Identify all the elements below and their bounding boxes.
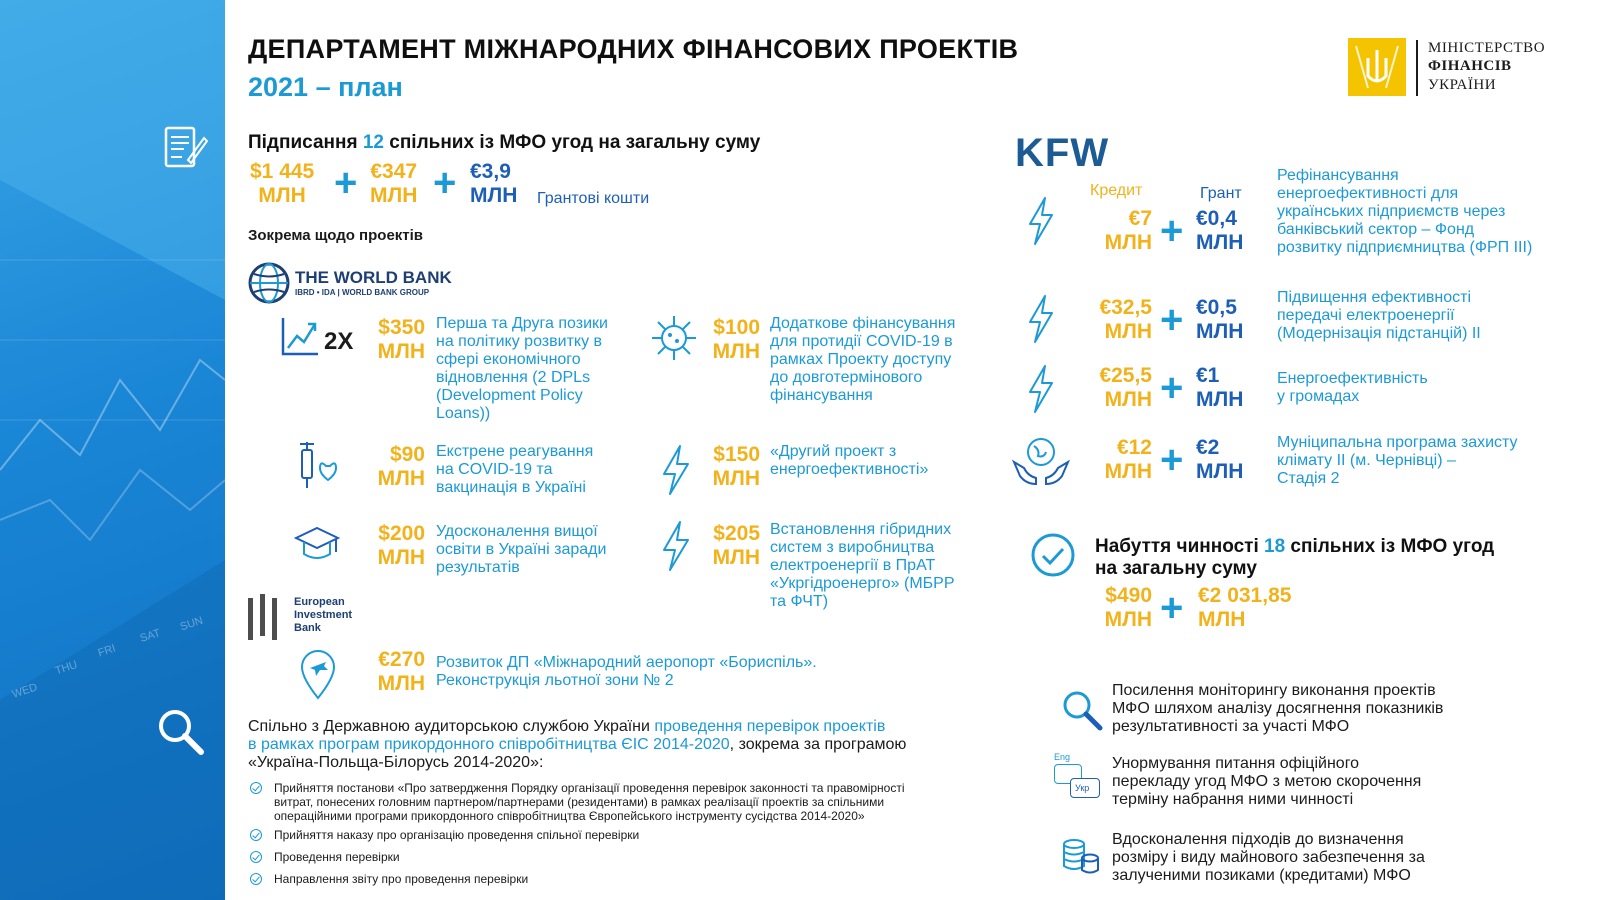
- kfw4-description: Муніципальна програма захисту клімату II (м. Чернівці) – Стадія 2: [1277, 434, 1518, 487]
- audit-bullet-3: Проведення перевірки: [274, 850, 400, 864]
- kfw1-grant: €0,4 МЛН: [1196, 207, 1244, 254]
- lightning-icon: [1026, 294, 1056, 344]
- entry-amount-usd: $490 МЛН: [1104, 584, 1152, 631]
- kfw2-description: Підвищення ефективності передачі електроенергії (Модернізація підстанцій) II: [1277, 289, 1481, 342]
- check-icon: [250, 873, 262, 885]
- wb1-multiplier: 2X: [324, 328, 354, 355]
- wb5-description: «Другий проект з енергоефективності»: [770, 443, 929, 478]
- kfw3-description: Енергоефективність у громадах: [1277, 370, 1428, 405]
- kfw4-credit: €12 МЛН: [1104, 436, 1152, 483]
- check-circle-icon: [1030, 532, 1076, 578]
- lightning-icon: [1026, 196, 1056, 246]
- coins-icon: [1060, 836, 1100, 876]
- lightning-icon: [1026, 364, 1056, 414]
- side-decor-panel: [0, 0, 225, 900]
- check-icon: [250, 851, 262, 863]
- kfw4-grant: €2 МЛН: [1196, 436, 1244, 483]
- translation-icon: Eng Укр: [1054, 752, 1104, 804]
- lightning-icon: [660, 520, 692, 572]
- wb3-description: Удосконалення вищої освіти в Україні заради результатів: [436, 523, 607, 576]
- wb3-amount: $200 МЛН: [377, 522, 425, 569]
- eib-description: Розвиток ДП «Міжнародний аеропорт «Бориспіль». Реконструкція льотної зони № 2: [436, 654, 817, 689]
- growth-chart-icon: [280, 316, 320, 358]
- trident-emblem-icon: [1348, 38, 1406, 96]
- audit-intro: Спільно з Державною аудиторською службою України проведення перевірок проектів в рамках програм прикордонного співробітництва ЄІС 2014-2020, зокрема за програмою «Україна-Польща-Білорусь 2014-2020»:: [248, 718, 907, 771]
- eib-amount: €270 МЛН: [377, 648, 425, 695]
- plus-icon: +: [334, 161, 358, 205]
- plus-icon: +: [1160, 209, 1184, 253]
- ministry-logo: [1348, 38, 1560, 100]
- side-day-2: FRI: [96, 642, 118, 660]
- ministry-line-2: ФІНАНСІВ: [1428, 58, 1512, 74]
- signing-heading: Підписання 12 спільних із МФО угод на загальну суму: [248, 132, 761, 153]
- kfw3-grant: €1 МЛН: [1196, 364, 1244, 411]
- graduation-cap-icon: [294, 524, 340, 564]
- wb4-amount: $100 МЛН: [712, 316, 760, 363]
- entry-heading: Набуття чинності 18 спільних із МФО угод на загальну суму: [1095, 536, 1495, 579]
- kfw1-credit: €7 МЛН: [1104, 207, 1152, 254]
- signing-count: 12: [362, 132, 384, 153]
- wb2-description: Екстрене реагування на COVID-19 та вакцинація в Україні: [436, 443, 594, 496]
- wb4-description: Додаткове фінансування для протидії COVID-19 в рамках Проекту доступу до довготермінового фінансування: [770, 315, 956, 404]
- world-bank-name: THE WORLD BANK: [295, 268, 452, 287]
- search-magnifier-icon: [155, 706, 207, 758]
- side-day-3: SAT: [138, 627, 162, 645]
- page-title: ДЕПАРТАМЕНТ МІЖНАРОДНИХ ФІНАНСОВИХ ПРОЕКТІВ: [248, 34, 1019, 64]
- page-subtitle: 2021 – план: [248, 72, 403, 102]
- kfw-logo: KFW: [1015, 131, 1110, 175]
- kfw2-credit: €32,5 МЛН: [1099, 296, 1152, 343]
- plus-icon: +: [1160, 586, 1184, 630]
- kfw2-grant: €0,5 МЛН: [1196, 296, 1244, 343]
- signing-amount-grant: €3,9 МЛН: [470, 160, 518, 207]
- side-day-1: THU: [53, 658, 79, 678]
- plus-icon: +: [1160, 298, 1184, 342]
- ministry-line-1: МІНІСТЕРСТВО: [1428, 40, 1546, 56]
- magnifier-icon: [1060, 688, 1104, 732]
- vaccine-icon: [296, 440, 342, 490]
- side-day-4: SUN: [178, 614, 205, 634]
- plus-icon: +: [433, 161, 457, 205]
- eib-name: European Investment Bank: [294, 596, 353, 634]
- globe-in-hands-icon: [1012, 432, 1070, 490]
- audit-bullet-1: Прийняття постанови «Про затвердження Порядку організації проведення перевірок законності та правомірності витрат, понесених головним партнером/партнерами (резидентами) в рамках реалізації проектів за спільними операційними програми прикордонного співробітництва Європейського інструменту сусідства 2014-2020»: [274, 781, 905, 823]
- document-signing-icon: [160, 124, 208, 172]
- globe-icon: [248, 262, 290, 304]
- kfw3-credit: €25,5 МЛН: [1099, 364, 1152, 411]
- initiative-1: Посилення моніторингу виконання проектів МФО шляхом аналізу досягнення показників результативності за участі МФО: [1112, 682, 1444, 735]
- kfw1-description: Рефінансування енергоефективності для українських підприємств через банківський сектор – Фонд розвитку підприємництва (ФРП III): [1277, 167, 1533, 256]
- initiative-3: Вдосконалення підходів до визначення розміру і виду майнового забезпечення за залученими позиками (кредитами) МФО: [1112, 831, 1425, 884]
- wb2-amount: $90 МЛН: [377, 443, 425, 490]
- wb6-description: Встановлення гібридних систем з виробництва електроенергії в ПрАТ «Укргідроенерго» (МБРР та ФЧТ): [770, 521, 955, 610]
- grant-note: Грантові кошти: [537, 190, 650, 207]
- entry-count: 18: [1264, 536, 1286, 557]
- audit-bullet-4: Направлення звіту про проведення перевірки: [274, 872, 529, 886]
- signing-amount-usd: $1 445 МЛН: [250, 160, 315, 207]
- wb5-amount: $150 МЛН: [712, 443, 760, 490]
- audit-bullet-2: Прийняття наказу про організацію проведення спільної перевірки: [274, 828, 640, 842]
- wb1-description: Перша та Друга позики на політику розвитку в сфері економічного відновлення (2 DPLs (Development Policy Loans)): [436, 315, 608, 422]
- kfw-grant-label: Грант: [1200, 185, 1242, 202]
- check-icon: [250, 829, 262, 841]
- ministry-line-3: УКРАЇНИ: [1428, 77, 1497, 93]
- world-bank-sub: IBRD • IDA | WORLD BANK GROUP: [295, 288, 430, 297]
- plus-icon: +: [1160, 438, 1184, 482]
- entry-amount-eur: €2 031,85 МЛН: [1198, 584, 1292, 631]
- airport-pin-icon: [298, 648, 338, 700]
- wb1-amount: $350 МЛН: [377, 316, 425, 363]
- initiative-2: Унормування питання офіційного перекладу угод МФО з метою скорочення терміну набрання ними чинності: [1112, 755, 1422, 808]
- kfw-credit-label: Кредит: [1090, 182, 1143, 199]
- wb6-amount: $205 МЛН: [712, 522, 760, 569]
- signing-amount-eur: €347 МЛН: [370, 160, 418, 207]
- lightning-icon: [660, 444, 692, 496]
- check-icon: [250, 782, 262, 794]
- plus-icon: +: [1160, 366, 1184, 410]
- projects-heading: Зокрема щодо проектів: [248, 227, 424, 244]
- side-day-0: WED: [10, 681, 39, 701]
